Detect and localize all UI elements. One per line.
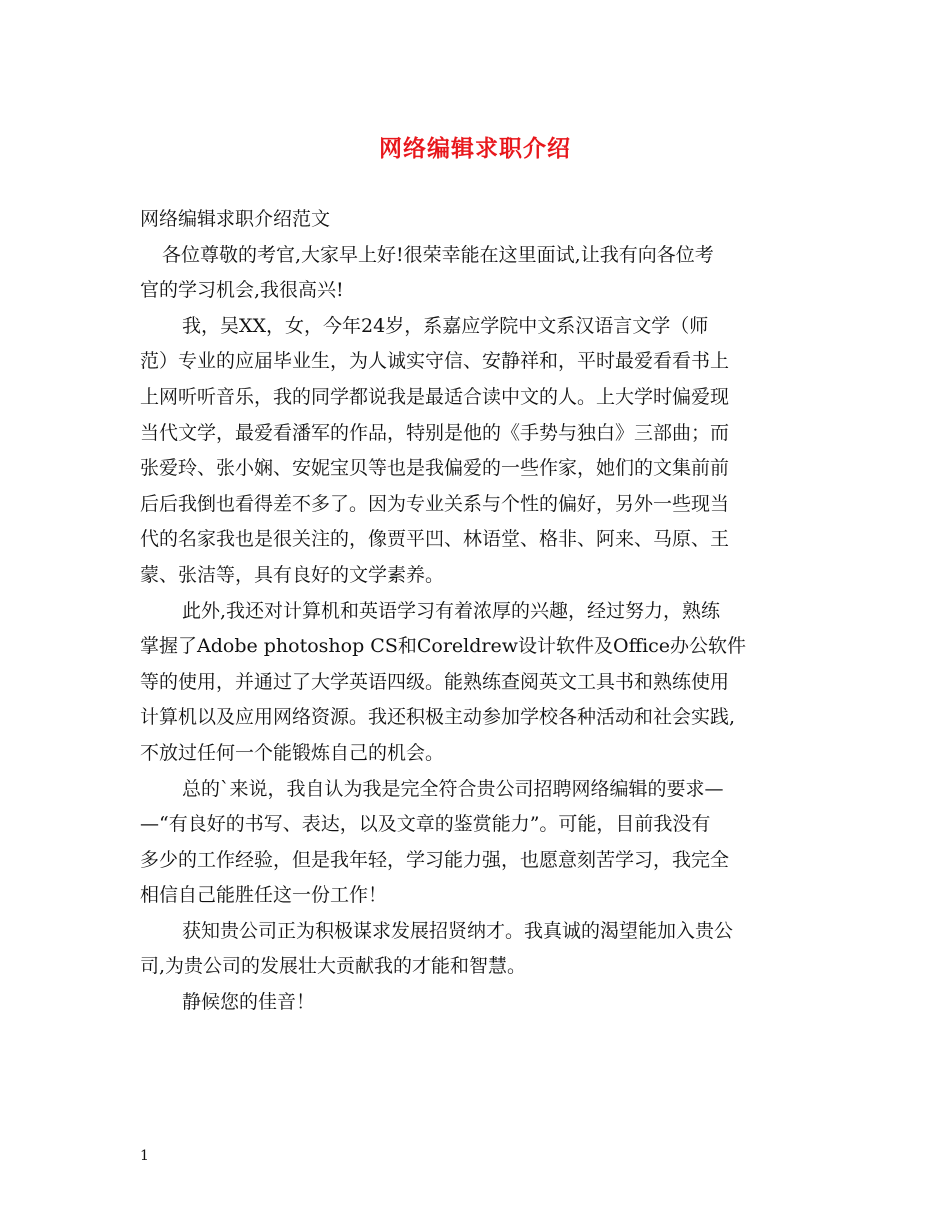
text-line: 官的学习机会,我很高兴! bbox=[140, 279, 344, 302]
text-line: 张爱玲、张小娴、安妮宝贝等也是我偏爱的一些作家，她们的文集前前 bbox=[140, 457, 730, 480]
text-line: 计算机以及应用网络资源。我还积极主动参加学校各种活动和社会实践, bbox=[140, 706, 736, 729]
text-line: —“有良好的书写、表达，以及文章的鉴赏能力”。可能，目前我没有 bbox=[140, 813, 711, 836]
text-line: 多少的工作经验，但是我年轻，学习能力强，也愿意刻苦学习，我完全 bbox=[140, 848, 730, 871]
page-number: 1 bbox=[140, 1148, 149, 1164]
text-line: 各位尊敬的考官,大家早上好!很荣幸能在这里面试,让我有向各位考 bbox=[162, 243, 714, 266]
text-line: 范）专业的应届毕业生，为人诚实守信、安静祥和，平时最爱看看书上 bbox=[140, 350, 730, 373]
text-line: 此外,我还对计算机和英语学习有着浓厚的兴趣，经过努力，熟练 bbox=[182, 599, 721, 622]
text-line: 蒙、张洁等，具有良好的文学素养。 bbox=[140, 563, 445, 586]
text-line: 总的`来说，我自认为我是完全符合贵公司招聘网络编辑的要求— bbox=[182, 777, 724, 800]
text-line: 司,为贵公司的发展壮大贡献我的才能和智慧。 bbox=[140, 955, 527, 978]
text-line: 代的名家我也是很关注的，像贾平凹、林语堂、格非、阿来、马原、王 bbox=[140, 528, 730, 551]
text-line: 后后我倒也看得差不多了。因为专业关系与个性的偏好，另外一些现当 bbox=[140, 492, 730, 515]
text-line: 获知贵公司正为积极谋求发展招贤纳才。我真诚的渴望能加入贵公 bbox=[182, 919, 734, 942]
text-line: 等的使用，并通过了大学英语四级。能熟练查阅英文工具书和熟练使用 bbox=[140, 670, 730, 693]
text-line: 不放过任何一个能锻炼自己的机会。 bbox=[140, 741, 445, 764]
text-line: 网络编辑求职介绍范文 bbox=[140, 208, 331, 230]
page-title: 网络编辑求职介绍 bbox=[379, 135, 571, 162]
text-line: 掌握了Adobe photoshop CS和Coreldrew设计软件及Office办公软件 bbox=[140, 635, 747, 658]
text-line: 相信自己能胜任这一份工作！ bbox=[140, 884, 388, 907]
text-line: 当代文学，最爱看潘军的作品，特别是他的《手势与独白》三部曲；而 bbox=[140, 421, 730, 444]
text-line: 我，吴XX，女，今年24岁，系嘉应学院中文系汉语言文学（师 bbox=[182, 314, 709, 337]
text-line: 静候您的佳音！ bbox=[182, 991, 316, 1014]
document-body bbox=[140, 202, 812, 1021]
text-line: 上网听听音乐，我的同学都说我是最适合读中文的人。上大学时偏爱现 bbox=[140, 385, 730, 408]
